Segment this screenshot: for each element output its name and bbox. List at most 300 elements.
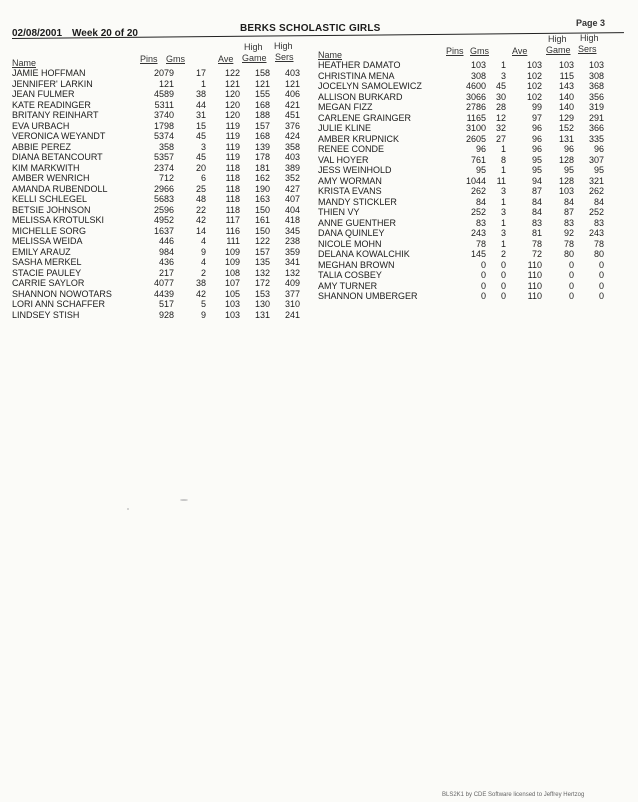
games-cell: 1 — [500, 165, 506, 175]
bowler-name: CARRIE SAYLOR — [12, 278, 85, 288]
pins-cell: 5683 — [153, 194, 174, 204]
header-pins: Pins — [446, 46, 464, 56]
average-cell: 103 — [224, 309, 240, 320]
high-game-cell: 83 — [563, 217, 574, 228]
header-high-sers: Sers — [578, 44, 597, 54]
games-cell: 3 — [500, 228, 506, 238]
high-game-cell: 92 — [563, 228, 574, 238]
pins-cell: 78 — [475, 238, 486, 249]
table-row — [12, 89, 302, 100]
table-row — [12, 142, 302, 153]
report-date: 02/08/2001 — [12, 28, 63, 39]
high-game-cell: 131 — [558, 133, 574, 144]
high-game-cell: 161 — [254, 215, 270, 225]
table-row — [12, 100, 302, 111]
pins-cell: 1637 — [153, 225, 174, 236]
high-game-cell: 163 — [254, 194, 270, 204]
bowler-name: JAMIE HOFFMAN — [12, 68, 86, 78]
pins-cell: 928 — [158, 309, 174, 320]
header-gms: Gms — [470, 46, 489, 56]
pins-cell: 5311 — [154, 99, 174, 110]
average-cell: 119 — [225, 131, 240, 141]
high-series-cell: 409 — [284, 278, 300, 288]
table-row — [12, 152, 302, 163]
high-game-cell: 158 — [254, 68, 270, 78]
average-cell: 110 — [527, 270, 542, 280]
average-cell: 111 — [226, 236, 240, 246]
games-cell: 8 — [500, 154, 506, 165]
report-title: BERKS SCHOLASTIC GIRLS — [240, 23, 381, 34]
games-cell: 1 — [200, 78, 206, 89]
games-cell: 0 — [500, 291, 506, 301]
bowler-name: ABBIE PEREZ — [12, 141, 72, 152]
pins-cell: 712 — [158, 173, 174, 183]
header-pins: Pins — [140, 54, 158, 64]
table-row — [12, 236, 302, 247]
games-cell: 2 — [500, 249, 506, 259]
high-series-cell: 252 — [588, 207, 604, 217]
bowler-name: CHRISTINA MENA — [318, 70, 395, 81]
games-cell: 14 — [195, 225, 206, 236]
average-cell: 105 — [224, 288, 240, 299]
table-row — [318, 60, 618, 71]
high-series-cell: 103 — [588, 60, 604, 70]
bowler-name: MELISSA KROTULSKI — [12, 215, 105, 225]
average-cell: 95 — [531, 154, 542, 165]
high-series-cell: 356 — [588, 91, 604, 102]
average-cell: 110 — [527, 291, 542, 301]
bowler-name: STACIE PAULEY — [12, 267, 82, 278]
table-row — [318, 186, 618, 197]
bowler-name: SASHA MERKEL — [12, 257, 82, 267]
high-game-cell: 115 — [559, 70, 574, 81]
bowler-name: VERONICA WEYANDT — [12, 131, 106, 141]
high-game-cell: 135 — [254, 257, 270, 267]
average-cell: 84 — [531, 196, 542, 207]
average-cell: 107 — [224, 278, 240, 288]
games-cell: 2 — [200, 267, 206, 278]
scan-speck — [180, 499, 188, 501]
table-row — [12, 278, 302, 289]
table-row — [318, 281, 618, 292]
pins-cell: 95 — [475, 165, 486, 175]
average-cell: 117 — [225, 215, 240, 225]
header-high-game: Game — [546, 45, 571, 55]
report-week: Week 20 of 20 — [72, 28, 138, 39]
average-cell: 87 — [531, 186, 542, 196]
average-cell: 110 — [527, 280, 542, 291]
left-rows — [12, 68, 302, 320]
average-cell: 118 — [225, 173, 240, 183]
games-cell: 1 — [500, 196, 506, 207]
games-cell: 28 — [495, 102, 506, 112]
pins-cell: 262 — [470, 186, 486, 196]
high-game-cell: 168 — [254, 131, 270, 141]
table-row — [12, 68, 302, 79]
average-cell: 119 — [225, 152, 240, 162]
header-high-sers: Sers — [275, 52, 294, 62]
games-cell: 0 — [500, 259, 506, 270]
header-name: Name — [318, 50, 343, 60]
pins-cell: 4952 — [153, 215, 174, 225]
average-cell: 108 — [224, 267, 240, 278]
table-row — [318, 123, 618, 134]
high-series-cell: 132 — [284, 267, 300, 278]
table-row — [318, 291, 618, 302]
games-cell: 4 — [200, 257, 206, 267]
average-cell: 110 — [527, 259, 542, 270]
games-cell: 9 — [200, 246, 206, 257]
table-row — [318, 270, 618, 281]
average-cell: 99 — [531, 102, 542, 112]
table-row — [318, 249, 618, 260]
table-row — [12, 163, 302, 174]
bowler-name: KELLI SCHLEGEL — [12, 194, 88, 204]
table-row — [12, 184, 302, 195]
high-game-cell: 80 — [563, 249, 574, 259]
bowler-name: MICHELLE SORG — [12, 225, 87, 236]
high-series-cell: 307 — [588, 154, 604, 165]
high-game-cell: 140 — [558, 102, 574, 112]
high-series-cell: 389 — [284, 162, 300, 173]
high-game-cell: 128 — [558, 175, 574, 186]
high-series-cell: 0 — [598, 270, 604, 280]
bowler-name: EVA URBACH — [12, 120, 70, 131]
bowler-name: SHANNON NOWOTARS — [12, 288, 112, 299]
bowler-name: AMBER KRUPNICK — [318, 133, 400, 144]
bowler-name: MANDY STICKLER — [318, 196, 397, 207]
high-game-cell: 128 — [558, 154, 574, 165]
bowler-name: JULIE KLINE — [318, 123, 372, 133]
high-series-cell: 427 — [284, 183, 300, 194]
table-row — [12, 194, 302, 205]
pins-cell: 4439 — [153, 288, 174, 299]
right-column-headers — [318, 32, 618, 60]
high-game-cell: 78 — [563, 238, 574, 249]
games-cell: 38 — [195, 278, 206, 288]
games-cell: 31 — [195, 110, 206, 120]
high-series-cell: 80 — [593, 249, 604, 259]
average-cell: 120 — [224, 89, 240, 99]
table-row — [12, 247, 302, 258]
scan-speck — [127, 508, 129, 510]
pins-cell: 1044 — [465, 175, 486, 186]
high-game-cell: 0 — [568, 270, 574, 280]
bowler-name: NICOLE MOHN — [318, 238, 382, 249]
table-row — [12, 268, 302, 279]
header-high-sers-top: High — [580, 33, 599, 43]
high-series-cell: 341 — [284, 257, 300, 267]
left-column-headers — [12, 40, 302, 68]
bowler-name: EMILY ARAUZ — [12, 246, 71, 257]
pins-cell: 2374 — [153, 162, 174, 173]
average-cell: 118 — [225, 183, 240, 194]
bowler-name: AMY TURNER — [318, 280, 378, 291]
high-game-cell: 188 — [254, 110, 270, 120]
average-cell: 96 — [531, 123, 542, 133]
pins-cell: 103 — [470, 60, 486, 70]
table-row — [318, 92, 618, 103]
high-series-cell: 451 — [284, 110, 300, 120]
table-row — [318, 81, 618, 92]
bowler-name: JESS WEINHOLD — [318, 165, 392, 175]
high-series-cell: 335 — [588, 133, 604, 144]
bowler-name: MELISSA WEIDA — [12, 236, 83, 246]
pins-cell: 2966 — [153, 183, 174, 194]
header-ave: Ave — [218, 54, 234, 64]
pins-cell: 2596 — [153, 204, 174, 215]
games-cell: 0 — [500, 270, 506, 280]
high-series-cell: 121 — [284, 78, 300, 89]
bowler-name: KATE READINGER — [12, 99, 91, 110]
high-game-cell: 157 — [254, 120, 270, 131]
table-row — [318, 134, 618, 145]
pins-cell: 358 — [158, 141, 174, 152]
high-game-cell: 150 — [254, 225, 270, 236]
pins-cell: 0 — [480, 270, 486, 280]
high-series-cell: 95 — [593, 165, 604, 175]
bowler-name: JOCELYN SAMOLEWICZ — [318, 81, 422, 91]
average-cell: 119 — [225, 141, 240, 152]
average-cell: 83 — [531, 217, 542, 228]
bowler-name: KIM MARKWITH — [12, 162, 80, 173]
high-game-cell: 152 — [558, 123, 574, 133]
bowler-name: BETSIE JOHNSON — [12, 204, 91, 215]
table-row — [318, 176, 618, 187]
high-game-cell: 190 — [254, 183, 270, 194]
bowler-name: AMBER WENRICH — [12, 173, 90, 183]
table-row — [318, 113, 618, 124]
high-series-cell: 319 — [588, 102, 604, 112]
high-series-cell: 262 — [588, 186, 604, 196]
table-row — [318, 144, 618, 155]
bowler-name: KRISTA EVANS — [318, 186, 382, 196]
bowler-name: ANNE GUENTHER — [318, 217, 397, 228]
games-cell: 1 — [500, 60, 506, 70]
high-series-cell: 366 — [588, 123, 604, 133]
right-standings-table — [318, 32, 618, 302]
average-cell: 119 — [225, 120, 240, 131]
games-cell: 38 — [195, 89, 206, 99]
high-series-cell: 358 — [284, 141, 300, 152]
games-cell: 1 — [500, 144, 506, 154]
high-game-cell: 84 — [563, 196, 574, 207]
average-cell: 96 — [531, 133, 542, 144]
high-series-cell: 377 — [284, 288, 300, 299]
pins-cell: 3066 — [465, 91, 486, 102]
table-row — [318, 155, 618, 166]
high-game-cell: 95 — [563, 165, 574, 175]
games-cell: 45 — [495, 81, 506, 91]
high-series-cell: 345 — [284, 225, 300, 236]
games-cell: 9 — [200, 309, 206, 320]
high-series-cell: 78 — [593, 238, 604, 249]
high-game-cell: 132 — [254, 267, 270, 278]
bowler-name: DIANA BETANCOURT — [12, 152, 103, 162]
right-rows — [318, 60, 618, 302]
high-series-cell: 407 — [284, 194, 300, 204]
left-standings-table — [12, 40, 302, 320]
header-gms: Gms — [166, 54, 185, 64]
pins-cell: 217 — [158, 267, 174, 278]
pins-cell: 252 — [470, 207, 486, 217]
average-cell: 72 — [531, 249, 542, 259]
high-game-cell: 162 — [254, 173, 270, 183]
table-row — [12, 173, 302, 184]
games-cell: 48 — [195, 194, 206, 204]
high-series-cell: 238 — [284, 236, 300, 246]
high-series-cell: 321 — [588, 175, 604, 186]
table-row — [12, 215, 302, 226]
high-game-cell: 172 — [254, 278, 270, 288]
page-number: Page 3 — [576, 18, 606, 28]
average-cell: 116 — [225, 225, 240, 236]
average-cell: 109 — [224, 257, 240, 267]
games-cell: 0 — [500, 280, 506, 291]
bowler-name: LORI ANN SCHAFFER — [12, 299, 106, 309]
games-cell: 44 — [195, 99, 206, 110]
games-cell: 17 — [195, 68, 206, 78]
average-cell: 118 — [225, 204, 240, 215]
games-cell: 11 — [496, 175, 506, 186]
games-cell: 30 — [495, 91, 506, 102]
table-row — [318, 228, 618, 239]
games-cell: 3 — [500, 186, 506, 196]
bowler-name: DANA QUINLEY — [318, 228, 385, 238]
pins-cell: 4077 — [153, 278, 174, 288]
average-cell: 121 — [224, 78, 240, 89]
games-cell: 45 — [195, 152, 206, 162]
table-row — [318, 218, 618, 229]
pins-cell: 3100 — [465, 123, 486, 133]
bowler-name: HEATHER DAMATO — [318, 60, 401, 70]
bowler-name: AMY WORMAN — [318, 175, 382, 186]
pins-cell: 84 — [475, 196, 486, 207]
average-cell: 118 — [225, 194, 240, 204]
games-cell: 45 — [195, 131, 206, 141]
pins-cell: 96 — [475, 144, 486, 154]
high-game-cell: 130 — [254, 299, 270, 309]
pins-cell: 3740 — [153, 110, 174, 120]
games-cell: 1 — [500, 238, 506, 249]
high-game-cell: 131 — [254, 309, 270, 320]
high-series-cell: 0 — [598, 291, 604, 301]
bowler-name: THIEN VY — [318, 207, 360, 217]
games-cell: 25 — [195, 183, 206, 194]
high-game-cell: 139 — [254, 141, 270, 152]
average-cell: 103 — [526, 60, 542, 70]
high-game-cell: 121 — [254, 78, 270, 89]
average-cell: 96 — [531, 144, 542, 154]
bowler-name: MEGAN FIZZ — [318, 102, 373, 112]
high-game-cell: 129 — [558, 112, 574, 123]
games-cell: 4 — [200, 236, 206, 246]
high-game-cell: 103 — [558, 186, 574, 196]
table-row — [12, 226, 302, 237]
pins-cell: 2079 — [153, 68, 174, 78]
high-game-cell: 0 — [568, 291, 574, 301]
header-high-sers-top: High — [274, 41, 293, 51]
high-game-cell: 87 — [563, 207, 574, 217]
high-series-cell: 376 — [284, 120, 300, 131]
pins-cell: 145 — [470, 249, 486, 259]
bowler-name: SHANNON UMBERGER — [318, 291, 418, 301]
pins-cell: 4589 — [153, 89, 174, 99]
games-cell: 22 — [195, 204, 206, 215]
pins-cell: 984 — [158, 246, 174, 257]
high-series-cell: 421 — [284, 99, 300, 110]
table-row — [12, 257, 302, 268]
header-high-game-top: High — [548, 34, 567, 44]
bowler-name: CARLENE GRAINGER — [318, 112, 412, 123]
average-cell: 122 — [224, 68, 240, 78]
table-row — [318, 165, 618, 176]
average-cell: 102 — [526, 91, 542, 102]
table-row — [12, 110, 302, 121]
bowler-name: BRITANY REINHART — [12, 110, 99, 120]
software-credit: BLS2K1 by CDE Software licensed to Jeffrey Hertzog — [442, 792, 585, 798]
high-series-cell: 0 — [598, 259, 604, 270]
high-game-cell: 157 — [254, 246, 270, 257]
high-series-cell: 403 — [284, 68, 300, 78]
pins-cell: 243 — [470, 228, 486, 238]
table-row — [12, 121, 302, 132]
pins-cell: 83 — [475, 217, 486, 228]
average-cell: 109 — [224, 246, 240, 257]
average-cell: 81 — [531, 228, 542, 238]
table-row — [12, 289, 302, 300]
high-series-cell: 418 — [284, 215, 300, 225]
pins-cell: 308 — [470, 70, 486, 81]
bowler-name: ALLISON BURKARD — [318, 91, 403, 102]
bowler-name: MEGHAN BROWN — [318, 259, 395, 270]
table-row — [318, 260, 618, 271]
high-series-cell: 291 — [588, 112, 604, 123]
high-series-cell: 368 — [588, 81, 604, 91]
games-cell: 1 — [500, 217, 506, 228]
pins-cell: 121 — [158, 78, 174, 89]
table-row — [318, 197, 618, 208]
high-game-cell: 181 — [254, 162, 270, 173]
table-row — [12, 79, 302, 90]
bowler-name: LINDSEY STISH — [12, 309, 80, 320]
high-game-cell: 122 — [254, 236, 270, 246]
header-ave: Ave — [512, 46, 528, 56]
bowler-name: RENEE CONDE — [318, 144, 385, 154]
high-series-cell: 403 — [284, 152, 300, 162]
header-high-game-top: High — [244, 42, 263, 52]
average-cell: 120 — [224, 99, 240, 110]
average-cell: 102 — [526, 81, 542, 91]
high-game-cell: 155 — [254, 89, 270, 99]
games-cell: 20 — [195, 162, 206, 173]
table-row — [318, 102, 618, 113]
bowler-name: JENNIFER' LARKIN — [12, 78, 93, 89]
average-cell: 94 — [531, 175, 542, 186]
high-series-cell: 352 — [284, 173, 300, 183]
pins-cell: 446 — [158, 236, 174, 246]
high-game-cell: 178 — [254, 152, 270, 162]
high-game-cell: 153 — [254, 288, 270, 299]
pins-cell: 2605 — [465, 133, 486, 144]
table-row — [318, 239, 618, 250]
high-game-cell: 103 — [558, 60, 574, 70]
pins-cell: 5374 — [153, 131, 174, 141]
average-cell: 102 — [526, 70, 542, 81]
pins-cell: 1165 — [466, 112, 486, 123]
games-cell: 12 — [495, 112, 506, 123]
average-cell: 78 — [531, 238, 542, 249]
